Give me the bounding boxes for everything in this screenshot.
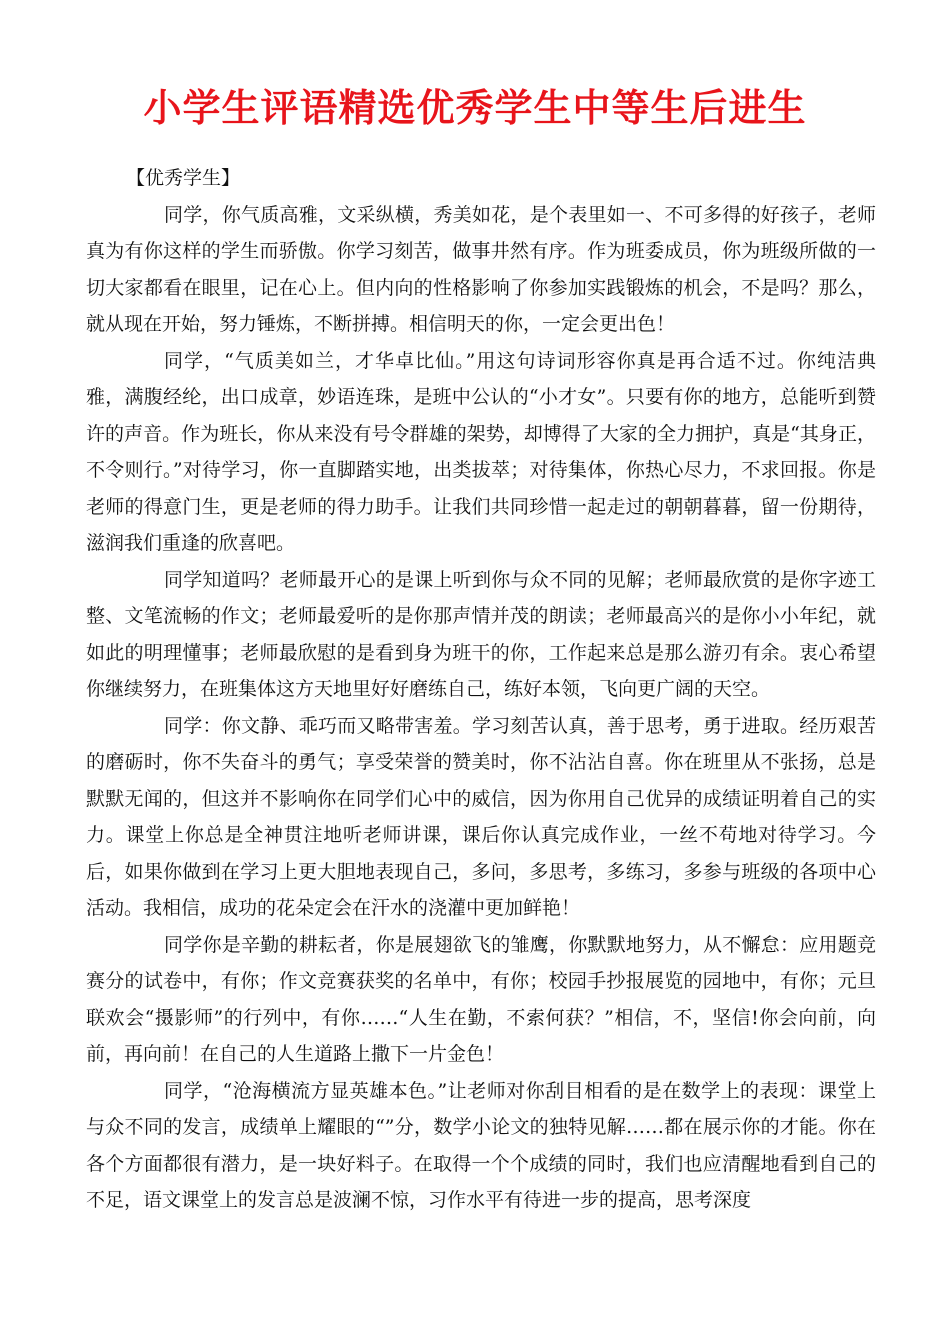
document-title: 小学生评语精选优秀学生中等生后进生 (143, 85, 807, 130)
paragraph-6: 同学，“沧海横流方显英雄本色。”让老师对你刮目相看的是在数学上的表现：课堂上与众不同的发言，成绩单上耀眼的“”分，数学小论文的独特见解……都在展示你的才能。你在各个方面都很有潜力，是一块好料子。在取得一个个成绩的同时，我们也应清醒地看到自己的不足，语文课堂上的发言总是波澜不惊，习作水平有待进一步的提高，思考深度 (86, 1079, 876, 1211)
paragraph-1: 同学，你气质高雅，文采纵横，秀美如花，是个表里如一、不可多得的好孩子，老师真为有你这样的学生而骄傲。你学习刻苦，做事井然有序。作为班委成员，你为班级所做的一切大家都看在眼里，记在心上。但内向的性格影响了你参加实践锻炼的机会，不是吗？那么，就从现在开始，努力锤炼，不断拼搏。相信明天的你，一定会更出色！ (86, 203, 876, 335)
paragraph-4: 同学：你文静、乖巧而又略带害羞。学习刻苦认真，善于思考，勇于进取。经历艰苦的磨砺时，你不失奋斗的勇气；享受荣誉的赞美时，你不沾沾自喜。你在班里从不张扬，总是默默无闻的，但这并不影响你在同学们心中的威信，因为你用自己优异的成绩证明着自己的实力。课堂上你总是全神贯注地听老师讲课，课后你认真完成作业，一丝不苟地对待学习。今后，如果你做到在学习上更大胆地表现自己，多问，多思考，多练习，多参与班级的各项中心活动。我相信，成功的花朵定会在汗水的浇灌中更加鲜艳！ (86, 714, 876, 919)
document-body (86, 160, 876, 1219)
paragraph-2: 同学，“气质美如兰，才华卓比仙。”用这句诗词形容你真是再合适不过。你纯洁典雅，满腹经纶，出口成章，妙语连珠，是班中公认的“小才女”。只要有你的地方，总能听到赞许的声音。作为班长，你从来没有号令群雄的架势，却博得了大家的全力拥护，真是“其身正，不令则行。”对待学习，你一直脚踏实地，出类拔萃；对待集体，你热心尽力，不求回报。你是老师的得意门生，更是老师的得力助手。让我们共同珍惜一起走过的朝朝暮暮，留一份期待，滋润我们重逢的欣喜吧。 (86, 349, 876, 554)
paragraph-3: 同学知道吗？老师最开心的是课上听到你与众不同的见解；老师最欣赏的是你字迹工整、文笔流畅的作文；老师最爱听的是你那声情并茂的朗读；老师最高兴的是你小小年纪，就如此的明理懂事；老师最欣慰的是看到身为班干的你，工作起来总是那么游刃有余。衷心希望你继续努力，在班集体这方天地里好好磨练自己，练好本领，飞向更广阔的天空。 (86, 568, 876, 700)
paragraph-5: 同学你是辛勤的耕耘者，你是展翅欲飞的雏鹰，你默默地努力，从不懈怠：应用题竞赛分的试卷中，有你；作文竞赛获奖的名单中，有你；校园手抄报展览的园地中，有你；元旦联欢会“摄影师”的行列中，有你……“人生在勤，不索何获？”相信，不，坚信!你会向前，向前，再向前！在自己的人生道路上撒下一片金色！ (86, 933, 876, 1065)
section-heading: 【优秀学生】 (126, 167, 241, 189)
